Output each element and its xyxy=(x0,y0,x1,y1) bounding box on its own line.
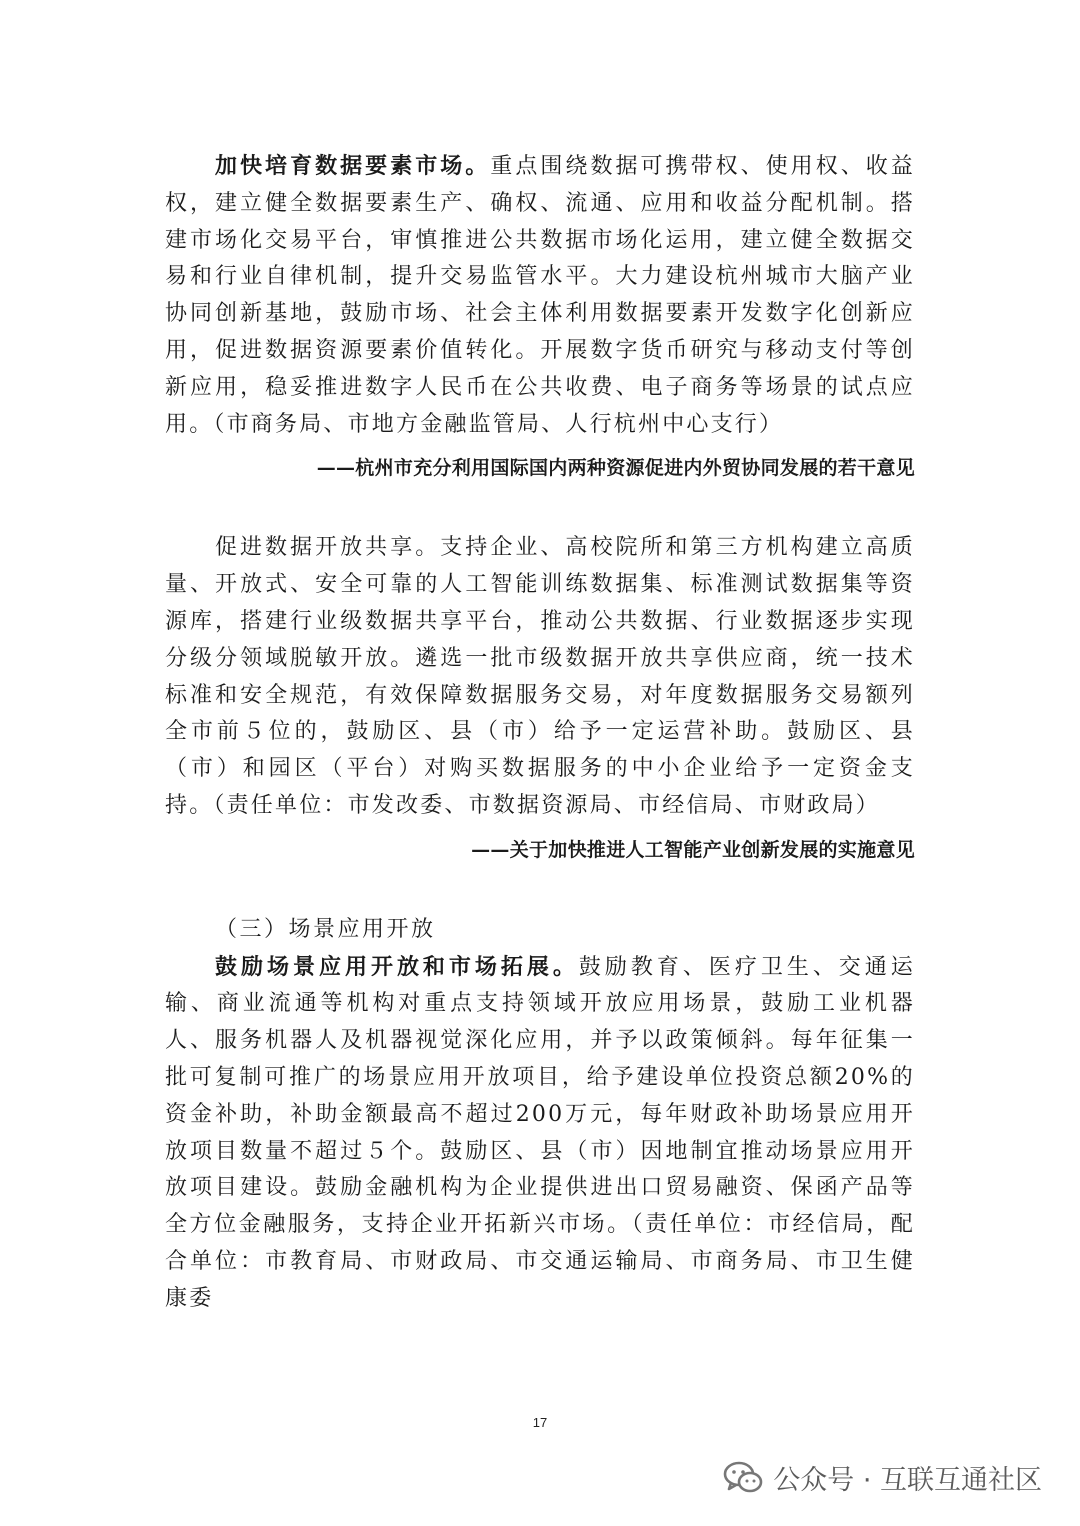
paragraph-lead: 加快培育数据要素市场。 xyxy=(215,153,491,179)
document-body xyxy=(165,148,915,1318)
paragraph-data-sharing xyxy=(165,530,915,824)
paragraph-text: 促进数据开放共享。支持企业、高校院所和第三方机构建立高质量、开放式、安全可靠的人工智能训练数据集、标准测试数据集等资源库，搭建行业级数据共享平台，推动公共数据、行业数据逐步实现分级分领域脱敏开放。遴选一批市级数据开放共享供应商，统一技术标准和安全规范，有效保障数据服务交易，对年度数据服务交易额列全市前５位的，鼓励区、县（市）给予一定运营补助。鼓励区、县（市）和园区（平台）对购买数据服务的中小企业给予一定资金支持。（责任单位：市发改委、市数据资源局、市经信局、市财政局） xyxy=(165,535,915,818)
paragraph-lead: 鼓励场景应用开放和市场拓展。 xyxy=(215,953,579,980)
paragraph-text: 重点围绕数据可携带权、使用权、收益权，建立健全数据要素生产、确权、流通、应用和收益分配机制。搭建市场化交易平台，审慎推进公共数据市场化运用，建立健全数据交易和行业自律机制，提升交易监管水平。大力建设杭州城市大脑产业协同创新基地，鼓励市场、社会主体利用数据要素开发数字化创新应用，促进数据资源要素价值转化。开展数字货币研究与移动支付等创新应用，稳妥推进数字人民币在公共收费、电子商务等场景的试点应用。（市商务局、市地方金融监管局、人行杭州中心支行） xyxy=(165,154,915,437)
paragraph-text: 鼓励教育、医疗卫生、交通运输、商业流通等机构对重点支持领域开放应用场景，鼓励工业机器人、服务机器人及机器视觉深化应用，并予以政策倾斜。每年征集一批可复制可推广的场景应用开放项目，给予建设单位投资总额20%的资金补助，补助金额最高不超过200万元，每年财政补助场景应用开放项目数量不超过５个。鼓励区、县（市）因地制宜推动场景应用开放项目建设。鼓励金融机构为企业提供进出口贸易融资、保函产品等全方位金融服务，支持企业开拓新兴市场。（责任单位：市经信局，配合单位：市教育局、市财政局、市交通运输局、市商务局、市卫生健康委 xyxy=(165,954,915,1311)
watermark xyxy=(723,1458,1042,1497)
page-number: 17 xyxy=(532,1415,548,1430)
watermark-text: 公众号 · 互联互通社区 xyxy=(773,1465,1042,1496)
source-citation: ——杭州市充分利用国际国内两种资源促进内外贸协同发展的若干意见 xyxy=(316,457,915,480)
source-citation: ——关于加快推进人工智能产业创新发展的实施意见 xyxy=(471,838,915,861)
paragraph-data-market xyxy=(165,148,915,443)
paragraph-scenario xyxy=(165,949,915,1318)
wechat-icon xyxy=(723,1460,763,1496)
section-heading: （三）场景应用开放 xyxy=(215,916,436,942)
